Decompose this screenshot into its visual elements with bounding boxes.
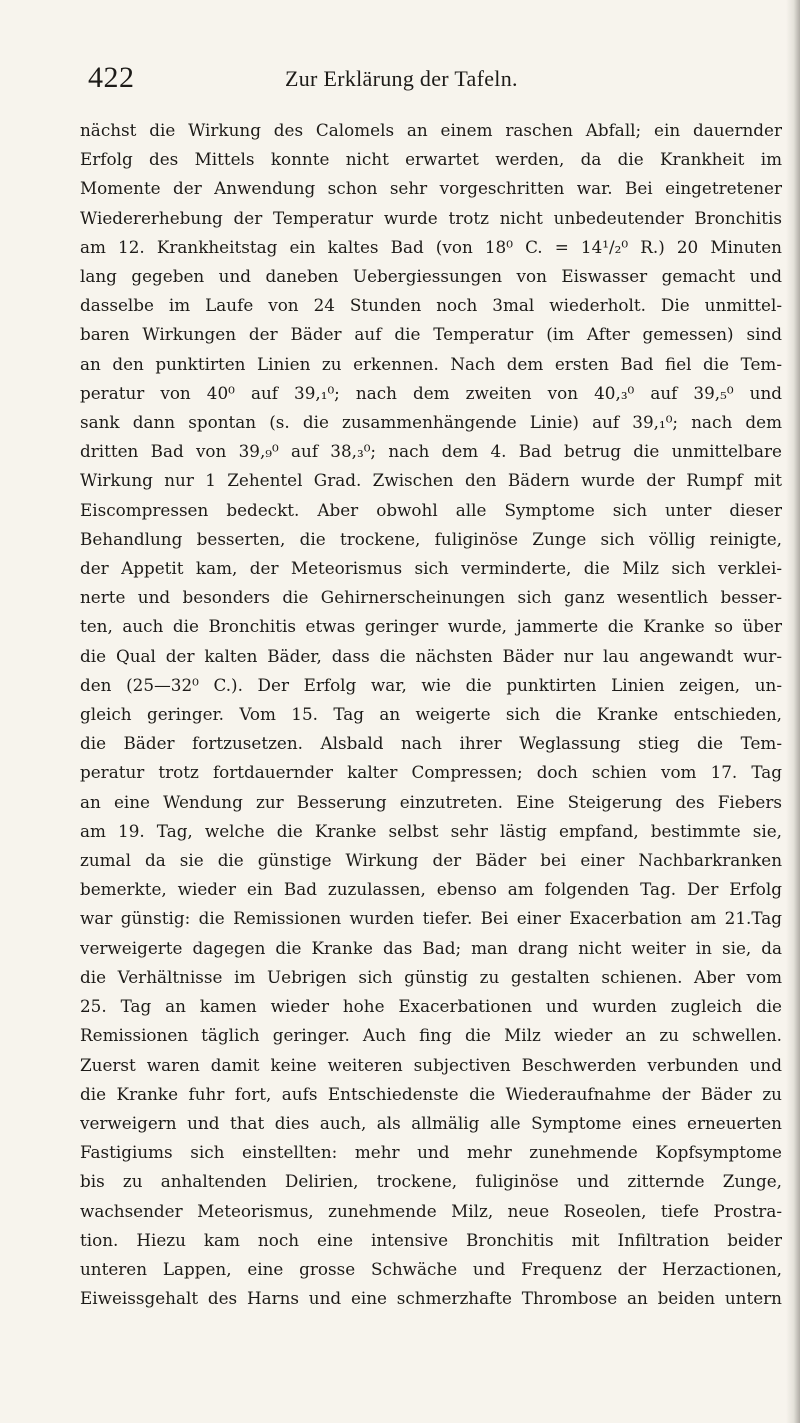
text-line: dasselbe im Laufe von 24 Stunden noch 3mal wiederholt. Die unmittel- bbox=[80, 295, 782, 316]
text-line: peratur trotz fortdauernder kalter Compressen; doch schien vom 17. Tag bbox=[80, 762, 782, 783]
text-line: Zuerst waren damit keine weiteren subjectiven Beschwerden verbunden und bbox=[80, 1054, 782, 1075]
text-line: am 19. Tag, welche die Kranke selbst sehr lästig empfand, bestimmte sie, bbox=[80, 820, 782, 841]
text-line: sank dann spontan (s. die zusammenhängende Linie) auf 39,₁⁰; nach dem bbox=[80, 412, 782, 433]
running-head: Zur Erklärung der Tafeln. bbox=[285, 66, 518, 91]
text-line: zumal da sie die günstige Wirkung der Bäder bei einer Nachbarkranken bbox=[80, 850, 782, 871]
page-edge-shadow bbox=[786, 0, 800, 1423]
text-line: Fastigiums sich einstellten: mehr und mehr zunehmende Kopfsymptome bbox=[80, 1142, 782, 1163]
text-line: Erfolg des Mittels konnte nicht erwartet werden, da die Krankheit im bbox=[80, 149, 782, 170]
text-line: lang gegeben und daneben Uebergiessungen von Eiswasser gemacht und bbox=[80, 266, 782, 287]
text-line: nerte und besonders die Gehirnerscheinungen sich ganz wesentlich besser- bbox=[80, 587, 782, 608]
text-line: Eiweissgehalt des Harns und eine schmerzhafte Thrombose an beiden untern bbox=[80, 1288, 782, 1309]
text-line: Behandlung besserten, die trockene, fuliginöse Zunge sich völlig reinigte, bbox=[80, 528, 782, 549]
text-line: die Bäder fortzusetzen. Alsbald nach ihrer Weglassung stieg die Tem- bbox=[80, 733, 782, 754]
text-line: ten, auch die Bronchitis etwas geringer wurde, jammerte die Kranke so über bbox=[80, 616, 782, 637]
text-line: der Appetit kam, der Meteorismus sich verminderte, die Milz sich verklei- bbox=[80, 558, 782, 579]
text-line: baren Wirkungen der Bäder auf die Temperatur (im After gemessen) sind bbox=[80, 324, 782, 345]
text-line: peratur von 40⁰ auf 39,₁⁰; nach dem zweiten von 40,₃⁰ auf 39,₅⁰ und bbox=[80, 382, 782, 403]
text-line: die Qual der kalten Bäder, dass die nächsten Bäder nur lau angewandt wur- bbox=[80, 645, 782, 666]
text-line: Wirkung nur 1 Zehentel Grad. Zwischen den Bädern wurde der Rumpf mit bbox=[80, 470, 782, 491]
text-line: bis zu anhaltenden Delirien, trockene, fuliginöse und zitternde Zunge, bbox=[80, 1171, 782, 1192]
text-line: dritten Bad von 39,₉⁰ auf 38,₃⁰; nach dem 4. Bad betrug die unmittelbare bbox=[80, 441, 782, 462]
text-line: verweigern und that dies auch, als allmälig alle Symptome eines erneuerten bbox=[80, 1112, 782, 1133]
text-line: verweigerte dagegen die Kranke das Bad; man drang nicht weiter in sie, da bbox=[80, 937, 782, 958]
text-line: war günstig: die Remissionen wurden tiefer. Bei einer Exacerbation am 21.Tag bbox=[80, 908, 782, 929]
text-line: Remissionen täglich geringer. Auch fing die Milz wieder an zu schwellen. bbox=[80, 1025, 782, 1046]
text-line: tion. Hiezu kam noch eine intensive Bronchitis mit Infiltration beider bbox=[80, 1229, 782, 1250]
text-line: den (25—32⁰ C.). Der Erfolg war, wie die punktirten Linien zeigen, un- bbox=[80, 674, 782, 695]
text-line: an den punktirten Linien zu erkennen. Nach dem ersten Bad fiel die Tem- bbox=[80, 353, 782, 374]
text-line: bemerkte, wieder ein Bad zuzulassen, ebenso am folgenden Tag. Der Erfolg bbox=[80, 879, 782, 900]
text-line: Wiedererhebung der Temperatur wurde trotz nicht unbedeutender Bronchitis bbox=[80, 207, 782, 228]
text-line: an eine Wendung zur Besserung einzutreten. Eine Steigerung des Fiebers bbox=[80, 791, 782, 812]
text-line: nächst die Wirkung des Calomels an einem raschen Abfall; ein dauernder bbox=[80, 120, 782, 140]
page-header bbox=[88, 62, 768, 94]
text-line: Momente der Anwendung schon sehr vorgeschritten war. Bei eingetretener bbox=[80, 178, 782, 199]
text-line: unteren Lappen, eine grosse Schwäche und Frequenz der Herzactionen, bbox=[80, 1258, 782, 1279]
text-line: 25. Tag an kamen wieder hohe Exacerbationen und wurden zugleich die bbox=[80, 996, 782, 1017]
text-line: wachsender Meteorismus, zunehmende Milz, neue Roseolen, tiefe Prostra- bbox=[80, 1200, 782, 1221]
text-line: die Kranke fuhr fort, aufs Entschiedenste die Wiederaufnahme der Bäder zu bbox=[80, 1083, 782, 1104]
page-number: 422 bbox=[88, 61, 135, 94]
text-line: Eiscompressen bedeckt. Aber obwohl alle Symptome sich unter dieser bbox=[80, 499, 782, 520]
text-line: die Verhältnisse im Uebrigen sich günstig zu gestalten schienen. Aber vom bbox=[80, 966, 782, 987]
text-line: am 12. Krankheitstag ein kaltes Bad (von 18⁰ C. = 14¹/₂⁰ R.) 20 Minuten bbox=[80, 236, 782, 257]
body-paragraph bbox=[80, 116, 782, 1313]
text-line: gleich geringer. Vom 15. Tag an weigerte sich die Kranke entschieden, bbox=[80, 704, 782, 725]
